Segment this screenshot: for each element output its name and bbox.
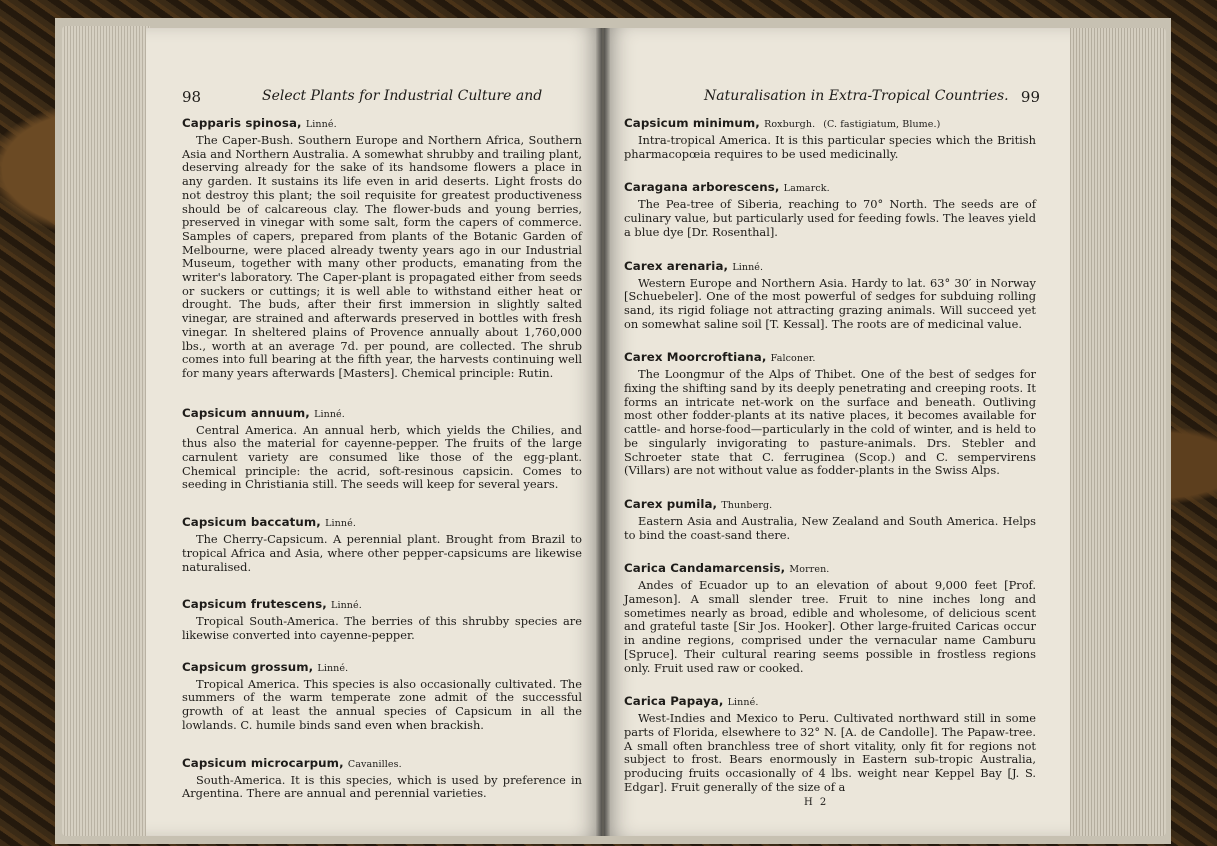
entry-text: Western Europe and Northern Asia. Hardy to lat. 63° 30′ in Norway [Schuebeler]. One of the most powerful of sedges for subduing rolling sand, its rigid foliage not attracting grazing animals. Will succeed yet on somewhat saline soil [T. Kessal]. The roots are of medicinal value. <box>624 275 1036 331</box>
entry-title <box>182 405 582 423</box>
right-page-content <box>624 115 1036 808</box>
species-name: Carica Candamarcensis, <box>624 561 786 576</box>
entry <box>624 258 1036 332</box>
species-name: Carex Moorcroftiana, <box>624 350 767 365</box>
entry <box>182 514 582 574</box>
entry-text: Tropical South-America. The berries of this shrubby species are likewise converted into cayenne-pepper. <box>182 614 582 642</box>
species-name: Capsicum annuum, <box>182 405 310 420</box>
species-name: Capsicum minimum, <box>624 116 760 130</box>
species-name: Carica Papaya, <box>624 694 724 709</box>
entry-title <box>624 258 1036 276</box>
entry-title <box>624 496 1036 514</box>
synonym-note: (C. fastigiatum, Blume.) <box>823 119 941 130</box>
page-number: 98 <box>182 88 202 106</box>
entry <box>182 755 582 801</box>
entry-title <box>624 179 1036 197</box>
entry-text: South-America. It is this species, which is used by preference in Argentina. There are annual and perennial varieties. <box>182 772 582 801</box>
entry-text: Tropical America. This species is also occasionally cultivated. The summers of the warm temperate zone admit of the successful growth of at least the annual species of Capsicum in all the lowlands. C. humile binds sand even when brackish. <box>182 676 582 732</box>
entry-text: The Caper-Bush. Southern Europe and Northern Africa, Southern Asia and Northern Australia. A somewhat shrubby and trailing plant, deserving already for the sake of its handsome flowers a place in any garden. It sustains its life even in arid deserts. Light frosts do not destroy this plant; the soil requisite for greatest productiveness should be of calcareous clay. The flower-buds and young berries, preserved in vinegar with some salt, form the capers of commerce. Samples of capers, prepared from plants of the Botanic Garden of Melbourne, were placed already twenty years ago in our Industrial Museum, together with many other products, emanating from the writer's laboratory. The Caper-plant is propagated either from seeds or suckers or cuttings; it is well able to withstand either heat or drought. The buds, after their first immersion in slightly salted vinegar, are strained and afterwards preserved in bottles with fresh vinegar. In sheltered plains of Provence annually about 1,760,000 lbs., worth at an average 7d. per pound, are collected. The shrub comes into full bearing at the fifth year, the harvests continuing well for many years afterwards [Masters]. Chemical principle: Rutin. <box>182 133 582 380</box>
page-edges-left <box>62 26 150 836</box>
entry-text: The Loongmur of the Alps of Thibet. One of the best of sedges for fixing the shifting sand by its deeply penetrating and creeping roots. It forms an intricate net-work on the surface and beneath. Outliving most other fodder-plants at its native places, it becomes available for cattle- and horse-food—particularly in the cold of winter, and is held to be singularly invigorating to pasture-animals. Drs. Stebler and Schroeter state that C. ferruginea (Scop.) and C. sempervirens (Villars) are not without value as fodder-plants in the Swiss Alps. <box>624 367 1036 478</box>
right-page-header <box>640 88 1040 108</box>
running-title: Select Plants for Industrial Culture and <box>262 88 543 104</box>
entry-text: The Pea-tree of Siberia, reaching to 70° North. The seeds are of culinary value, but particularly used for feeding fowls. The leaves yield a blue dye [Dr. Rosenthal]. <box>624 197 1036 239</box>
entry-text: Intra-tropical America. It is this particular species which the British pharmacopœia requires to be used medicinally. <box>624 133 1036 161</box>
entry-title <box>182 514 582 532</box>
entry <box>624 179 1036 239</box>
entry-title <box>182 115 582 133</box>
authority: Roxburgh. <box>764 119 816 130</box>
entry <box>624 349 1036 478</box>
species-name: Capsicum frutescens, <box>182 597 327 612</box>
running-title: Naturalisation in Extra-Tropical Countries. <box>704 88 1009 104</box>
entry-text: West-Indies and Mexico to Peru. Cultivated northward still in some parts of Florida, elsewhere to 32° N. [A. de Candolle]. The Papaw-tree. A small often branchless tree of short vitality, only fit for regions not subject to frost. Bears enormously in Eastern sub-tropic Australia, producing fruits occasionally of 4 lbs. weight near Keppel Bay [J. S. Edgar]. Fruit generally of the size of a <box>624 711 1036 794</box>
entry <box>182 596 582 642</box>
authority: Falconer. <box>770 353 816 365</box>
species-name: Carex pumila, <box>624 496 718 511</box>
entry-title <box>624 693 1036 711</box>
entry <box>624 115 1036 161</box>
entry-title <box>624 115 1036 133</box>
entry <box>182 115 582 381</box>
entry <box>624 496 1036 542</box>
book-gutter <box>596 28 610 836</box>
authority: Thunberg. <box>721 499 773 511</box>
entry-text: Eastern Asia and Australia, New Zealand and South America. Helps to bind the coast-sand there. <box>624 513 1036 542</box>
authority: Linné. <box>325 518 356 530</box>
entry <box>624 560 1036 675</box>
page-edges-right <box>1068 28 1166 836</box>
left-page-header <box>182 88 572 108</box>
species-name: Capsicum grossum, <box>182 659 314 674</box>
entry-title <box>182 755 582 773</box>
entry <box>182 659 582 733</box>
species-name: Capsicum microcarpum, <box>182 755 344 770</box>
authority: Linné. <box>314 408 345 420</box>
signature-mark: H 2 <box>804 797 829 808</box>
species-name: Capsicum baccatum, <box>182 515 321 530</box>
authority: Linné. <box>317 662 349 674</box>
entry-title <box>624 560 1036 578</box>
species-name: Carex arenaria, <box>624 258 729 273</box>
entry-text: Central America. An annual herb, which yields the Chilies, and thus also the material for cayenne-pepper. The fruits of the large carnulent variety are consumed like those of the egg-plant. Chemical principle: the acrid, soft-resinous capsicin. Comes to seeding in Christiania still. The seeds will keep for several years. <box>182 422 582 492</box>
entry-title <box>182 596 582 614</box>
right-page <box>604 28 1070 836</box>
entry-title <box>624 349 1036 367</box>
authority: Lamarck. <box>783 183 830 195</box>
entry-text: The Cherry-Capsicum. A perennial plant. Brought from Brazil to tropical Africa and Asia, where other pepper-capsicums are likewise naturalised. <box>182 532 582 574</box>
entry-text: Andes of Ecuador up to an elevation of about 9,000 feet [Prof. Jameson]. A small slender tree. Fruit to nine inches long and sometimes nearly as broad, edible and wholesome, of delicious scent and grateful taste [Sir Jos. Hooker]. Other large-fruited Caricas occur in andine regions, comprised under the vernacular name Camburu [Spruce]. Their cultural rearing seems possible in frostless regions only. Fruit used raw or cooked. <box>624 578 1036 675</box>
species-name: Caragana arborescens, <box>624 180 780 195</box>
authority: Cavanilles. <box>347 758 402 770</box>
authority: Linné. <box>732 261 764 273</box>
left-page <box>146 28 602 836</box>
authority: Linné. <box>727 697 759 709</box>
authority: Morren. <box>789 564 830 576</box>
left-page-content <box>182 115 582 814</box>
authority: Linné. <box>331 600 362 612</box>
entry <box>624 693 1036 794</box>
page-number: 99 <box>1020 88 1040 106</box>
entry-title <box>182 659 582 677</box>
species-name: Capparis spinosa, <box>182 116 302 130</box>
entry <box>182 405 582 493</box>
authority: Linné. <box>305 119 337 130</box>
